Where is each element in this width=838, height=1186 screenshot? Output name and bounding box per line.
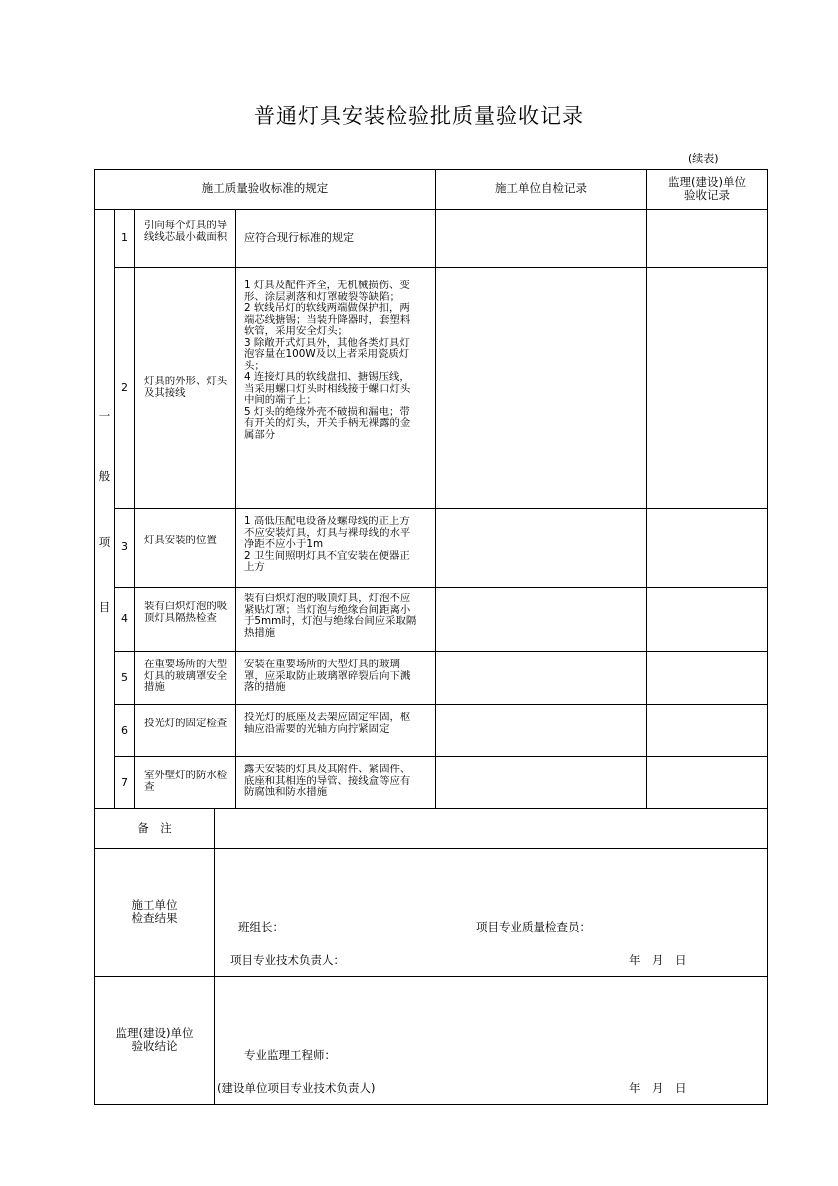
item-number: 5 (121, 672, 128, 684)
item-name: 引向每个灯具的导线线芯最小截面积 (144, 220, 228, 243)
header-supervision-line2: 验收记录 (684, 189, 730, 202)
construction-label-line1: 施工单位 (131, 899, 178, 912)
item-requirement: 露天安装的灯具及其附件、紧固件、底座和其相连的导管、接线盒等应有防腐蚀和防水措施 (244, 764, 411, 798)
item-requirement: 1 高低压配电设备及螺母线的正上方不应安装灯具，灯具与裸母线的水平净距不应小于1m 2 卫生间照明灯具不宜安装在便器正上方 (244, 516, 411, 573)
construction-label-line2: 检查结果 (131, 912, 178, 925)
item-number: 7 (121, 777, 128, 789)
supervision-engineer-label: 专业监理工程师： (244, 1049, 336, 1062)
supervision-label-line2: 验收结论 (131, 1040, 178, 1053)
item-requirement: 装有白炽灯泡的吸顶灯具，灯泡不应紧贴灯罩；当灯泡与绝缘台间距离小于5mm时，灯泡与绝缘台间应采取隔热措施 (244, 593, 417, 639)
owner-tech-label: (建设单位项目专业技术负责人) (217, 1082, 376, 1095)
category-char-4: 目 (98, 601, 111, 614)
item-name: 投光灯的固定检查 (144, 718, 228, 729)
item-requirement: 安装在重要场所的大型灯具的玻璃罩，应采取防止玻璃罩碎裂后向下溅落的措施 (244, 659, 411, 693)
category-char-3: 项 (98, 536, 111, 549)
item-name: 在重要场所的大型灯具的玻璃罩安全措施 (144, 659, 228, 693)
item-requirement: 应符合现行标准的规定 (244, 232, 354, 244)
construction-date: 年 月 日 (629, 954, 687, 967)
remarks-label: 备 注 (137, 822, 172, 835)
item-name: 装有白炽灯泡的吸顶灯具隔热检查 (144, 601, 228, 624)
item-number: 1 (121, 232, 128, 244)
item-name: 灯具的外形、灯头及其接线 (144, 376, 228, 399)
category-char-2: 般 (98, 470, 111, 483)
header-supervision-line1: 监理(建设)单位 (668, 176, 746, 189)
item-name: 灯具安装的位置 (144, 535, 217, 546)
team-leader-label: 班组长： (238, 921, 284, 934)
quality-inspector-label: 项目专业质量检查员： (476, 921, 591, 934)
header-self-check: 施工单位自检记录 (495, 182, 587, 195)
tech-lead-label: 项目专业技术负责人： (230, 954, 345, 967)
supervision-date: 年 月 日 (629, 1082, 687, 1095)
category-char-1: 一 (98, 410, 111, 423)
item-requirement: 投光灯的底座及去架应固定牢固，枢轴应沿需要的光轴方向拧紧固定 (244, 712, 411, 735)
item-number: 6 (121, 725, 128, 737)
item-number: 4 (121, 613, 128, 625)
item-requirement: 1 灯具及配件齐全，无机械损伤、变形、涂层剥落和灯罩破裂等缺陷； 2 软线吊灯的软线两端做保护扣，两端芯线搪锡；当装升降器时，套塑料软管，采用安全灯头； 3 除敞开式灯具外，其他各类灯具灯泡容量在100W及以上者采用瓷质灯头； 4 连接灯具的软线盘扣、搪锡压线，当采用螺口灯头时相线接于螺口灯头中间的端子上； 5 灯头的绝缘外壳不破损和漏电；带有开关的灯头，开关手柄无裸露的金属部分 (244, 280, 411, 441)
item-name: 室外壁灯的防水检查 (144, 770, 228, 793)
header-standard: 施工质量验收标准的规定 (201, 182, 329, 195)
continuation-label: (续表) (688, 152, 719, 165)
supervision-label-line1: 监理(建设)单位 (115, 1027, 194, 1040)
item-number: 2 (121, 382, 128, 394)
item-number: 3 (121, 541, 128, 553)
page-title: 普通灯具安装检验批质量验收记录 (254, 104, 584, 128)
